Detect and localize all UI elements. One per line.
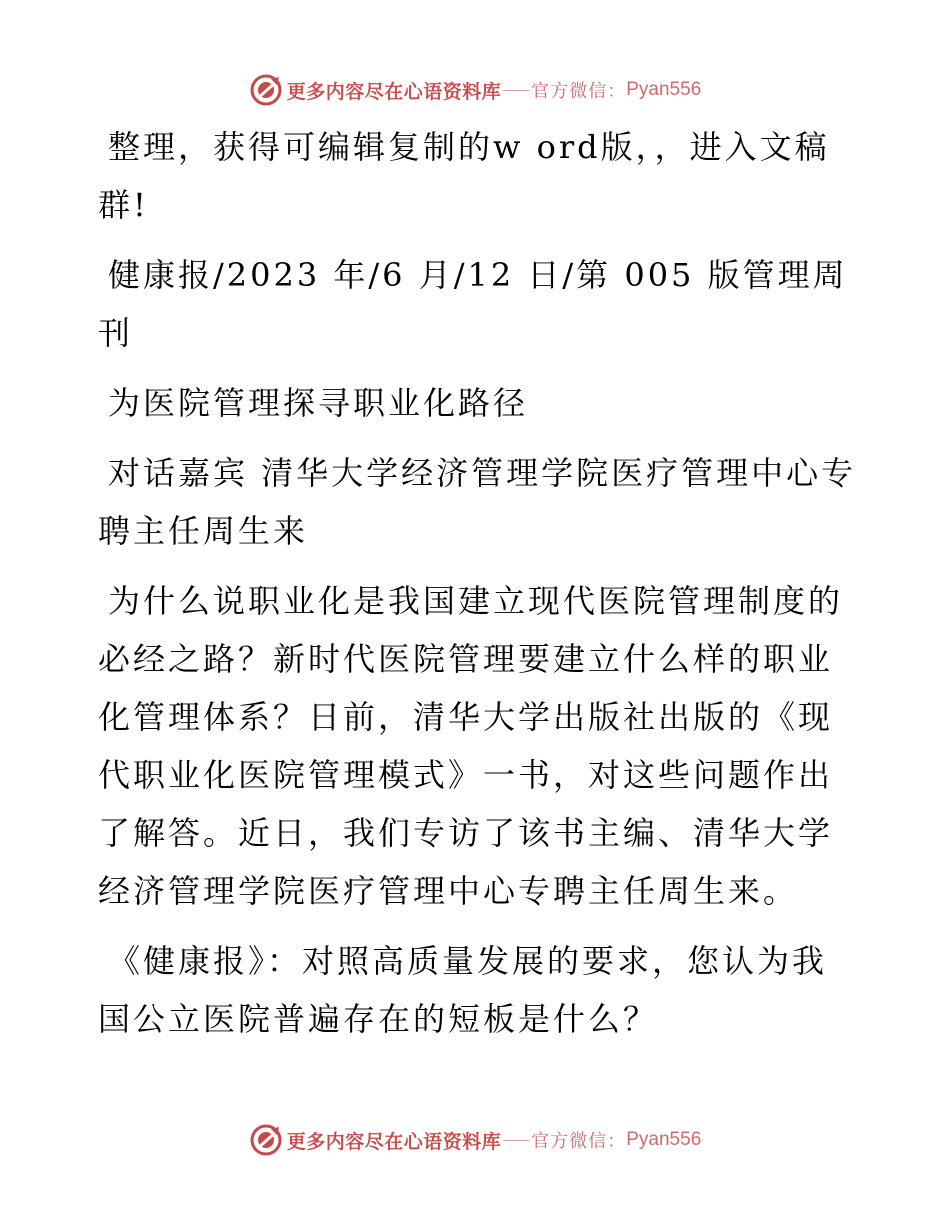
watermark-wechat-id: Pyan556 [626,1129,702,1150]
article-title: 为医院管理探寻职业化路径 [108,384,529,422]
library-logo-icon [249,73,283,107]
paragraph-guest: 对话嘉宾 清华大学经济管理学院医疗管理中心专聘主任周生来 [98,454,857,550]
watermark-wechat-label: 官方微信： [531,1131,627,1152]
library-logo-icon [249,1123,283,1157]
watermark-wechat-label: 官方微信： [531,81,627,102]
watermark-wechat-id: Pyan556 [626,79,702,100]
header-watermark [0,70,950,110]
paragraph-intro: 整理，获得可编辑复制的w ord版，，进入文稿群! [98,128,830,224]
watermark-dash [503,90,529,91]
paragraph-lead: 为什么说职业化是我国建立现代医院管理制度的必经之路？新时代医院管理要建立什么样的职业化管理体系？日前，清华大学出版社出版的《现代职业化医院管理模式》一书，对这些问题作出了解答。近日，我们专访了该书主编、清华大学经济管理学院医疗管理中心专聘主任周生来。 [98,582,844,910]
document-body [98,118,858,1060]
watermark-text: 更多内容尽在心语资料库 [286,80,502,103]
paragraph-question: 《健康报》：对照高质量发展的要求，您认为我国公立医院普遍存在的短板是什么？ [98,942,828,1038]
watermark-dash [503,1140,529,1141]
paragraph-source: 健康报/2023 年/6 月/12 日/第 005 版管理周刊 [98,256,848,352]
watermark-text: 更多内容尽在心语资料库 [286,1130,502,1153]
footer-watermark [0,1120,950,1160]
